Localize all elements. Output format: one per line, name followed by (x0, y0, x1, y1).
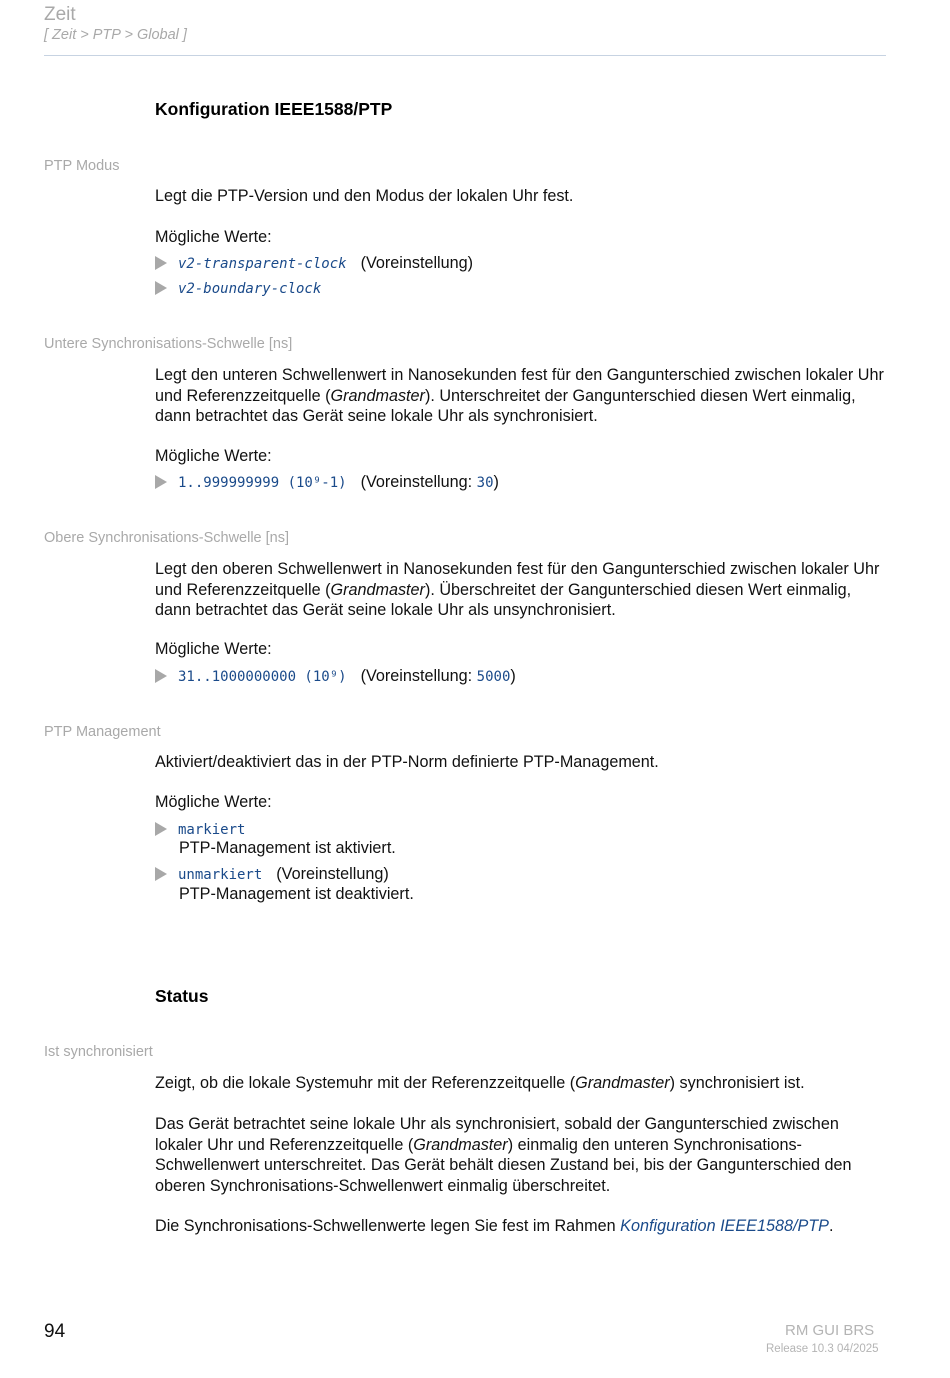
bullet-triangle-icon (155, 281, 167, 295)
value-code: unmarkiert (178, 867, 263, 883)
param-label-ptp-modus: PTP Modus (44, 158, 120, 174)
default-value: 30 (476, 475, 494, 491)
bullet-triangle-icon (155, 822, 167, 836)
param-desc-ptp-management: Aktiviert/deaktiviert das in der PTP-Norm definierte PTP-Management. (155, 753, 659, 771)
value-item (155, 864, 389, 886)
release-info: Release 10.3 04/2025 (766, 1343, 879, 1355)
doc-id: RM GUI BRS (785, 1322, 875, 1339)
section-title-status: Status (155, 986, 209, 1006)
status-paragraph: Das Gerät betrachtet seine lokale Uhr als synchronisiert, sobald der Gangunterschied zwischen lokaler Uhr und Referenzzeitquelle (Grandmaster) einmalig den unteren Synchronisations-Schwellenwert unterschreitet. Das Gerät behält diesen Zustand bei, bis der Gangunterschied den oberen Synchronisations-Schwellenwert einmalig überschreitet. (155, 1115, 852, 1195)
bullet-triangle-icon (155, 475, 167, 489)
default-note: (Voreinstellung) (276, 865, 389, 883)
bullet-triangle-icon (155, 256, 167, 270)
value-code: markiert (178, 822, 246, 838)
status-paragraph: Die Synchronisations-Schwellenwerte legen Sie fest im Rahmen Konfiguration IEEE1588/PTP. (155, 1217, 834, 1235)
value-desc: PTP-Management ist deaktiviert. (179, 885, 414, 903)
value-item (155, 278, 321, 300)
value-code: v2-boundary-clock (178, 281, 322, 297)
value-range: 31..1000000000 (10⁹) (178, 669, 347, 685)
value-desc: PTP-Management ist aktiviert. (179, 839, 396, 857)
bullet-triangle-icon (155, 867, 167, 881)
value-item: 31..1000000000 (10⁹) (Voreinstellung: 5000) (155, 666, 516, 688)
values-label: Mögliche Werte: (155, 447, 272, 465)
param-label-ptp-management: PTP Management (44, 724, 161, 740)
value-item: 1..999999999 (10⁹-1) (Voreinstellung: 30) (155, 472, 499, 494)
default-note: (Voreinstellung) (360, 254, 474, 272)
value-code: v2-transparent-clock (178, 256, 347, 272)
values-label: Mögliche Werte: (155, 228, 272, 246)
bullet-triangle-icon (155, 669, 167, 683)
value-item (155, 819, 245, 841)
param-label-upper-threshold: Obere Synchronisations-Schwelle [ns] (44, 530, 290, 546)
param-desc-upper-threshold: Legt den oberen Schwellenwert in Nanosekunden fest für den Gangunterschied zwischen lokaler Uhr und Referenzzeitquelle (Grandmaster). Überschreitet der Gangunterschied diesen Wert einmalig, dann betrachtet das Gerät seine lokale Uhr als unsynchronisiert. (155, 560, 880, 619)
default-value: 5000 (476, 669, 511, 685)
header-divider (44, 55, 886, 56)
value-range: 1..999999999 (10⁹-1) (178, 475, 347, 491)
values-label: Mögliche Werte: (155, 640, 272, 658)
param-label-is-synchronized: Ist synchronisiert (44, 1044, 153, 1060)
value-item (155, 253, 473, 275)
param-desc-ptp-modus: Legt die PTP-Version und den Modus der lokalen Uhr fest. (155, 187, 574, 205)
section-title-config: Konfiguration IEEE1588/PTP (155, 99, 393, 119)
chapter-title: Zeit (44, 4, 76, 25)
breadcrumb: [ Zeit > PTP > Global ] (44, 27, 187, 43)
param-label-lower-threshold: Untere Synchronisations-Schwelle [ns] (44, 336, 293, 352)
param-desc-lower-threshold: Legt den unteren Schwellenwert in Nanosekunden fest für den Gangunterschied zwischen lokaler Uhr und Referenzzeitquelle (Grandmaster). Unterschreitet der Gangunterschied diesen Wert einmalig, dann betrachtet das Gerät seine lokale Uhr als synchronisiert. (155, 366, 884, 425)
status-paragraph: Zeigt, ob die lokale Systemuhr mit der Referenzzeitquelle (Grandmaster) synchronisiert ist. (155, 1074, 805, 1092)
values-label: Mögliche Werte: (155, 793, 272, 811)
page-number: 94 (44, 1321, 66, 1342)
config-link[interactable]: Konfiguration IEEE1588/PTP (620, 1217, 829, 1235)
